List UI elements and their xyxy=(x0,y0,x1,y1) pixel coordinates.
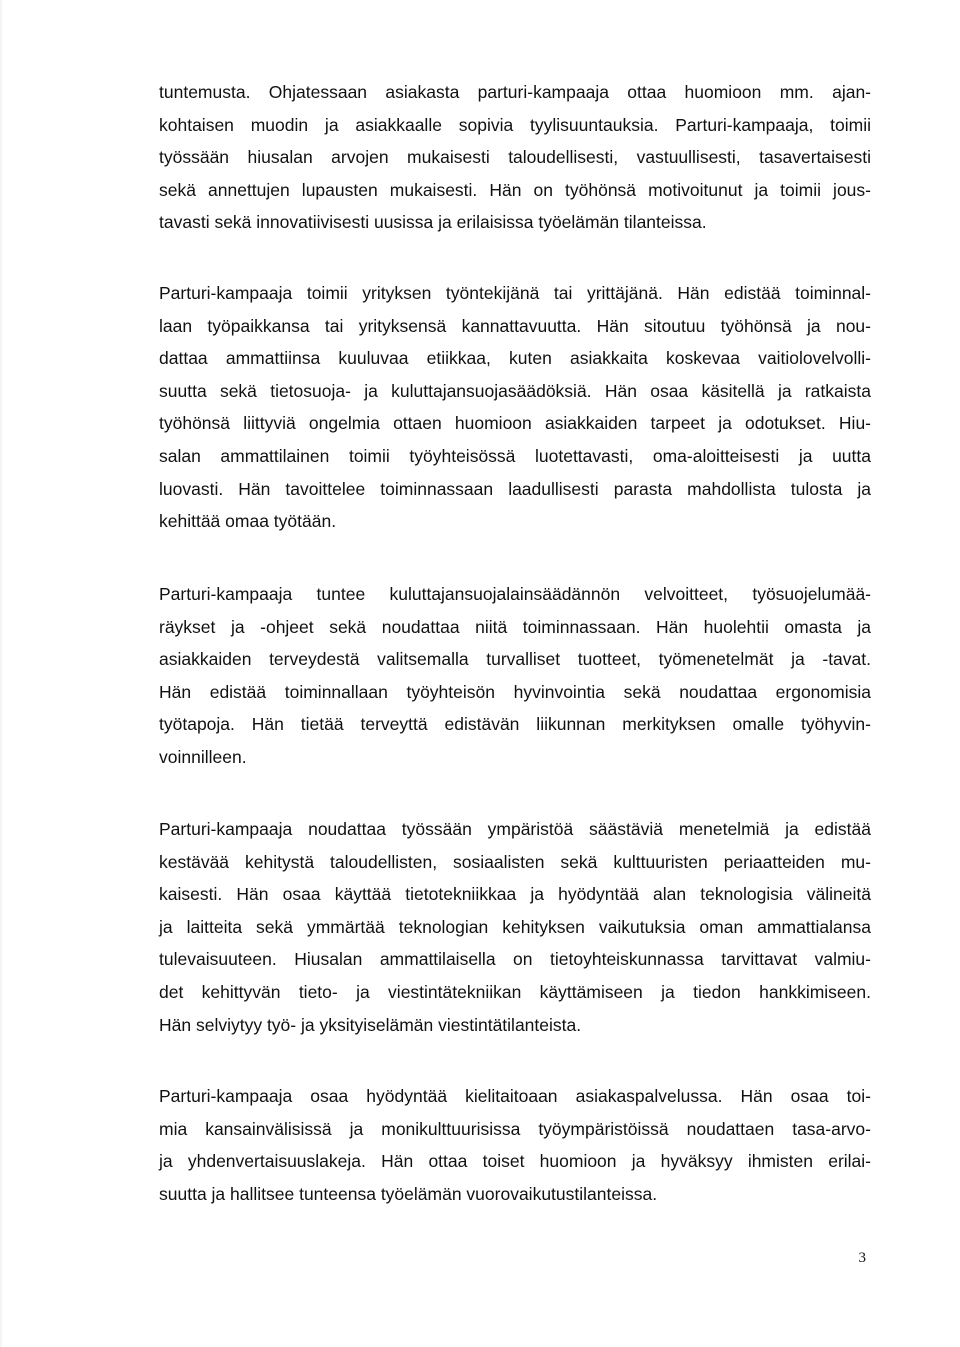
text-line: laan työpaikkansa tai yrityksensä kannattavuutta. Hän sitoutuu työhönsä ja nou- xyxy=(159,315,871,336)
text-line: tavasti sekä innovatiivisesti uusissa ja erilaisissa työelämän tilanteissa. xyxy=(159,212,707,233)
text-line: Hän selviytyy työ- ja yksityiselämän viestintätilanteista. xyxy=(159,1014,582,1035)
text-line: Parturi-kampaaja noudattaa työssään ympäristöä säästäviä menetelmiä ja edistää xyxy=(159,819,871,839)
text-line: Hän edistää toiminnallaan työyhteisön hyvinvointia sekä noudattaa ergonomisia xyxy=(159,681,871,702)
text-line: kohtaisen muodin ja asiakkaalle sopivia tyylisuuntauksia. Parturi-kampaaja, toimii xyxy=(159,114,871,135)
text-line: kestävää kehitystä taloudellisten, sosiaalisten sekä kulttuuristen periaatteiden mu- xyxy=(159,851,871,872)
text-line: suutta ja hallitsee tunteensa työelämän vuorovaikutustilanteissa. xyxy=(159,1183,658,1204)
paragraph-2 xyxy=(159,277,871,538)
text-line: työssään hiusalan arvojen mukaisesti taloudellisesti, vastuullisesti, tasavertaisesti xyxy=(159,147,871,168)
page-number: 3 xyxy=(858,1250,866,1266)
text-line: dattaa ammattiinsa kuuluvaa etiikkaa, kuten asiakkaita koskevaa vaitiolovelvolli- xyxy=(159,348,871,369)
text-line: voinnilleen. xyxy=(159,746,247,767)
text-line: Parturi-kampaaja toimii yrityksen työntekijänä tai yrittäjänä. Hän edistää toiminnal- xyxy=(159,283,871,303)
text-line: Parturi-kampaaja osaa hyödyntää kielitaitoaan asiakaspalvelussa. Hän osaa toi- xyxy=(159,1086,871,1106)
page-edge-shadow xyxy=(0,0,3,1347)
text-line: luovasti. Hän tavoittelee toiminnassaan laadullisesti parasta mahdollista tulosta ja xyxy=(159,478,871,499)
text-line: tuntemusta. Ohjatessaan asiakasta parturi-kampaaja ottaa huomioon mm. ajan- xyxy=(159,82,871,102)
text-line: asiakkaiden terveydestä valitsemalla turvalliset tuotteet, työmenetelmät ja -tavat. xyxy=(159,649,871,670)
text-line: ja laitteita sekä ymmärtää teknologian kehityksen vaikutuksia oman ammattialansa xyxy=(159,916,871,937)
text-line: Parturi-kampaaja tuntee kuluttajansuojalainsäädännön velvoitteet, työsuojelumää- xyxy=(159,584,871,604)
paragraph-5 xyxy=(159,1080,871,1210)
paragraph-4 xyxy=(159,813,871,1041)
text-line: salan ammattilainen toimii työyhteisössä luotettavasti, oma-aloitteisesti ja uutta xyxy=(159,445,871,466)
paragraph-3 xyxy=(159,578,871,774)
text-line: det kehittyvän tieto- ja viestintätekniikan käyttämiseen ja tiedon hankkimiseen. xyxy=(159,981,871,1002)
text-line: räykset ja -ohjeet sekä noudattaa niitä toiminnassaan. Hän huolehtii omasta ja xyxy=(159,616,871,637)
text-line: kaisesti. Hän osaa käyttää tietotekniikkaa ja hyödyntää alan teknologisia välineitä xyxy=(159,884,871,905)
text-line: suutta sekä tietosuoja- ja kuluttajansuojasäädöksiä. Hän osaa käsitellä ja ratkaista xyxy=(159,380,871,401)
text-line: sekä annettujen lupausten mukaisesti. Hän on työhönsä motivoitunut ja toimii jous- xyxy=(159,179,871,200)
text-line: työhönsä liittyviä ongelmia ottaen huomioon asiakkaiden tarpeet ja odotukset. Hiu- xyxy=(159,413,871,434)
text-line: työtapoja. Hän tietää terveyttä edistävän liikunnan merkityksen omalle työhyvin- xyxy=(159,714,871,735)
text-line: ja yhdenvertaisuuslakeja. Hän ottaa toiset huomioon ja hyväksyy ihmisten erilai- xyxy=(159,1151,871,1172)
text-line: tulevaisuuteen. Hiusalan ammattilaisella on tietoyhteiskunnassa tarvittavat valmiu- xyxy=(159,949,871,970)
text-line: mia kansainvälisissä ja monikulttuurisissa työympäristöissä noudattaen tasa-arvo- xyxy=(159,1118,871,1139)
paragraph-1 xyxy=(159,76,871,239)
text-line: kehittää omaa työtään. xyxy=(159,511,337,532)
